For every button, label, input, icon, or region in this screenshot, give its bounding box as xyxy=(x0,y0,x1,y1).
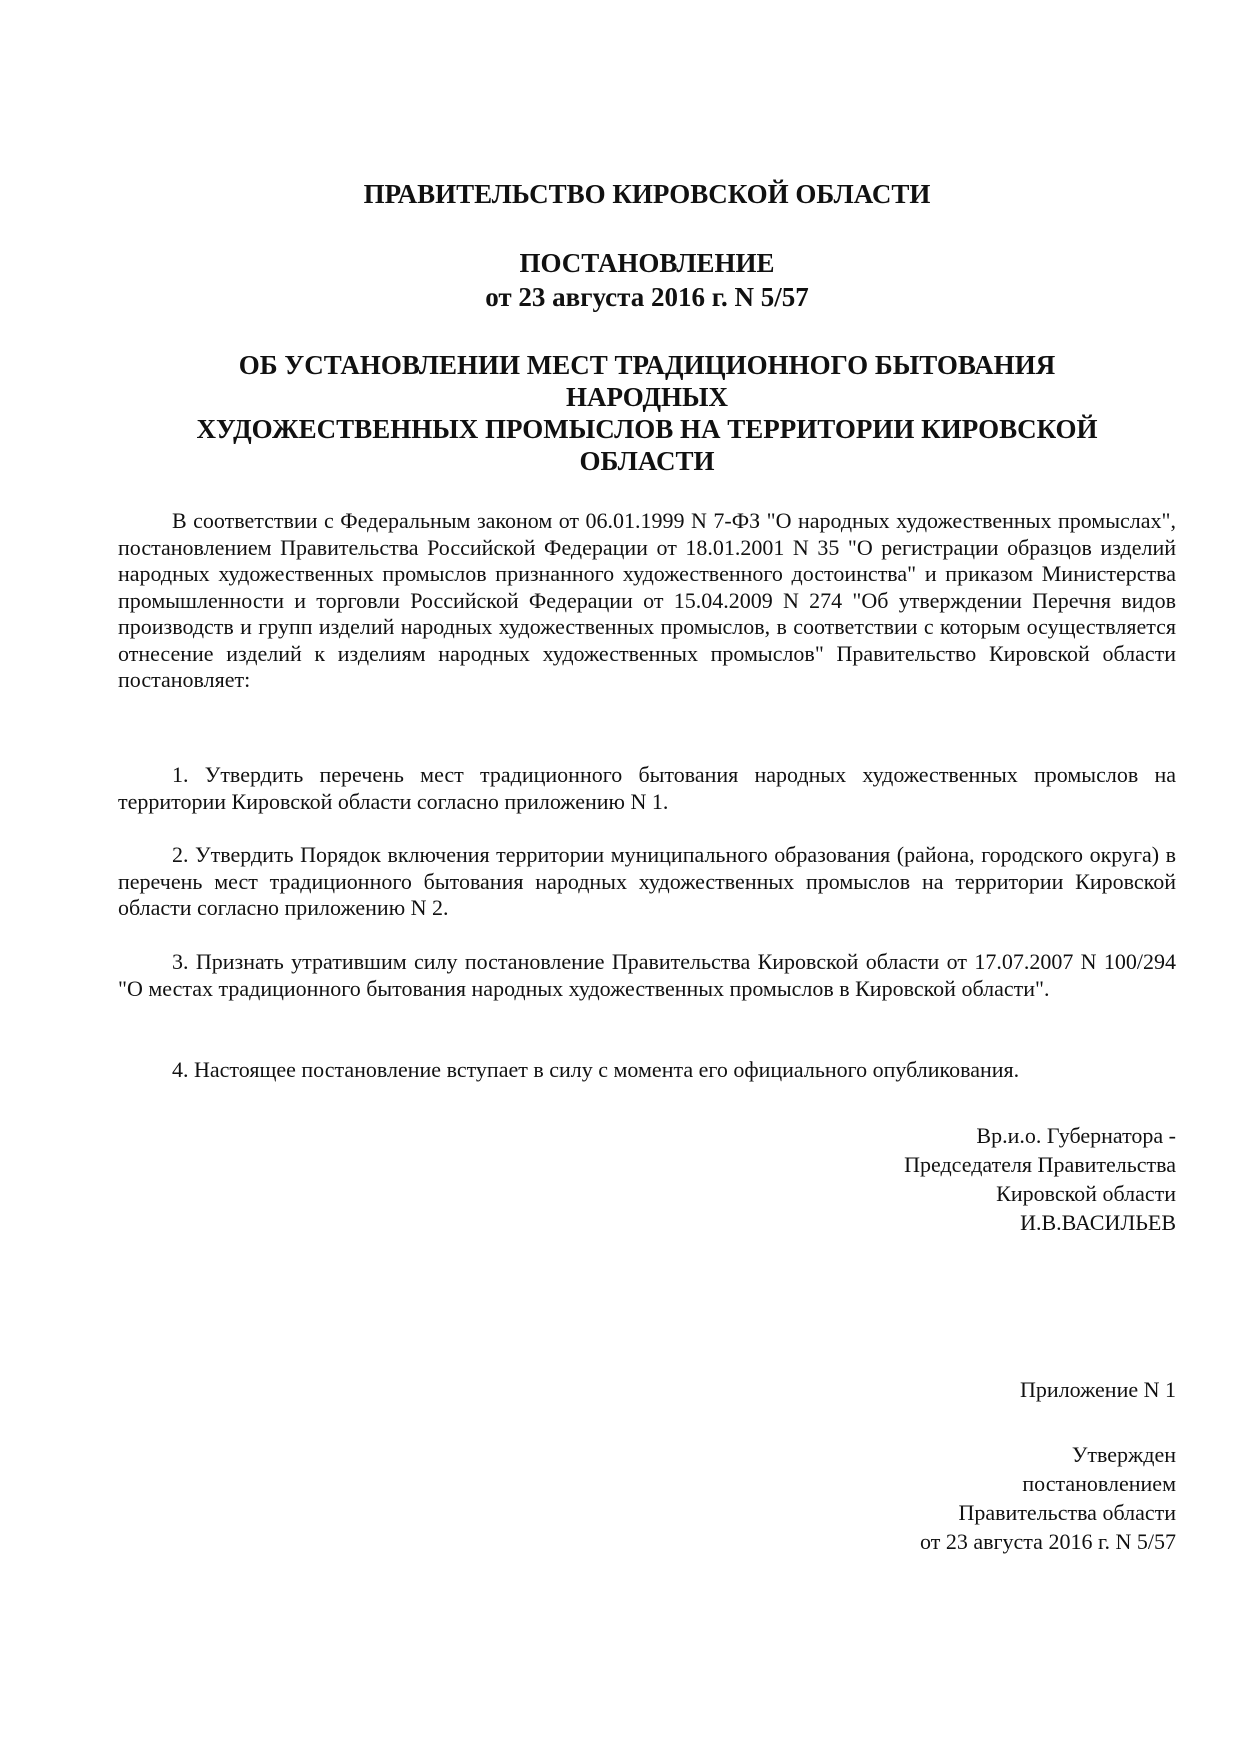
approval-line: постановлением xyxy=(1022,1471,1176,1496)
signature-line: Председателя Правительства xyxy=(904,1152,1176,1177)
appendix-label: Приложение N 1 xyxy=(1020,1377,1176,1402)
document-type: ПОСТАНОВЛЕНИЕ xyxy=(519,248,775,278)
subject-line: ХУДОЖЕСТВЕННЫХ ПРОМЫСЛОВ НА ТЕРРИТОРИИ КИРОВСКОЙ xyxy=(196,414,1098,444)
signatory-name: И.В.ВАСИЛЬЕВ xyxy=(1020,1210,1176,1235)
resolution-item-2: 2. Утвердить Порядок включения территории муниципального образования (района, городского округа) в перечень мест традиционного бытования народных художественных промыслов на территории Кировской области согласно приложению N 2. xyxy=(118,842,1176,920)
subject-line: НАРОДНЫХ xyxy=(565,382,729,412)
approval-block xyxy=(920,1440,1176,1556)
document-subject xyxy=(118,349,1176,477)
subject-line: ОБ УСТАНОВЛЕНИИ МЕСТ ТРАДИЦИОННОГО БЫТОВАНИЯ xyxy=(238,350,1056,380)
approval-line: от 23 августа 2016 г. N 5/57 xyxy=(920,1529,1176,1554)
document-date: от 23 августа 2016 г. N 5/57 xyxy=(485,282,809,312)
document-page xyxy=(118,0,1176,1754)
resolution-item-3: 3. Признать утратившим силу постановление Правительства Кировской области от 17.07.2007 N 100/294 "О местах традиционного бытования народных художественных промыслов в Кировской области". xyxy=(118,949,1176,1001)
resolution-item-4: 4. Настоящее постановление вступает в силу с момента его официального опубликования. xyxy=(172,1057,1020,1082)
organization-title: ПРАВИТЕЛЬСТВО КИРОВСКОЙ ОБЛАСТИ xyxy=(363,179,931,209)
signature-line: Кировской области xyxy=(996,1181,1176,1206)
subject-line: ОБЛАСТИ xyxy=(579,446,715,476)
resolution-item-1: 1. Утвердить перечень мест традиционного бытования народных художественных промыслов на территории Кировской области согласно приложению N 1. xyxy=(118,762,1176,814)
signature-block xyxy=(904,1121,1176,1237)
signature-line: Вр.и.о. Губернатора - xyxy=(976,1123,1176,1148)
approval-line: Правительства области xyxy=(958,1500,1176,1525)
approval-line: Утвержден xyxy=(1071,1442,1176,1467)
preamble-paragraph: В соответствии с Федеральным законом от 06.01.1999 N 7-ФЗ "О народных художественных промыслах", постановлением Правительства Российской Федерации от 18.01.2001 N 35 "О регистрации образцов изделий народных художественных промыслов признанного художественного достоинства" и приказом Министерства промышленности и торговли Российской Федерации от 15.04.2009 N 274 "Об утверждении Перечня видов производств и групп изделий народных художественных промыслов, в соответствии с которым осуществляется отнесение изделий к изделиям народных художественных промыслов" Правительство Кировской области постановляет: xyxy=(118,508,1176,692)
